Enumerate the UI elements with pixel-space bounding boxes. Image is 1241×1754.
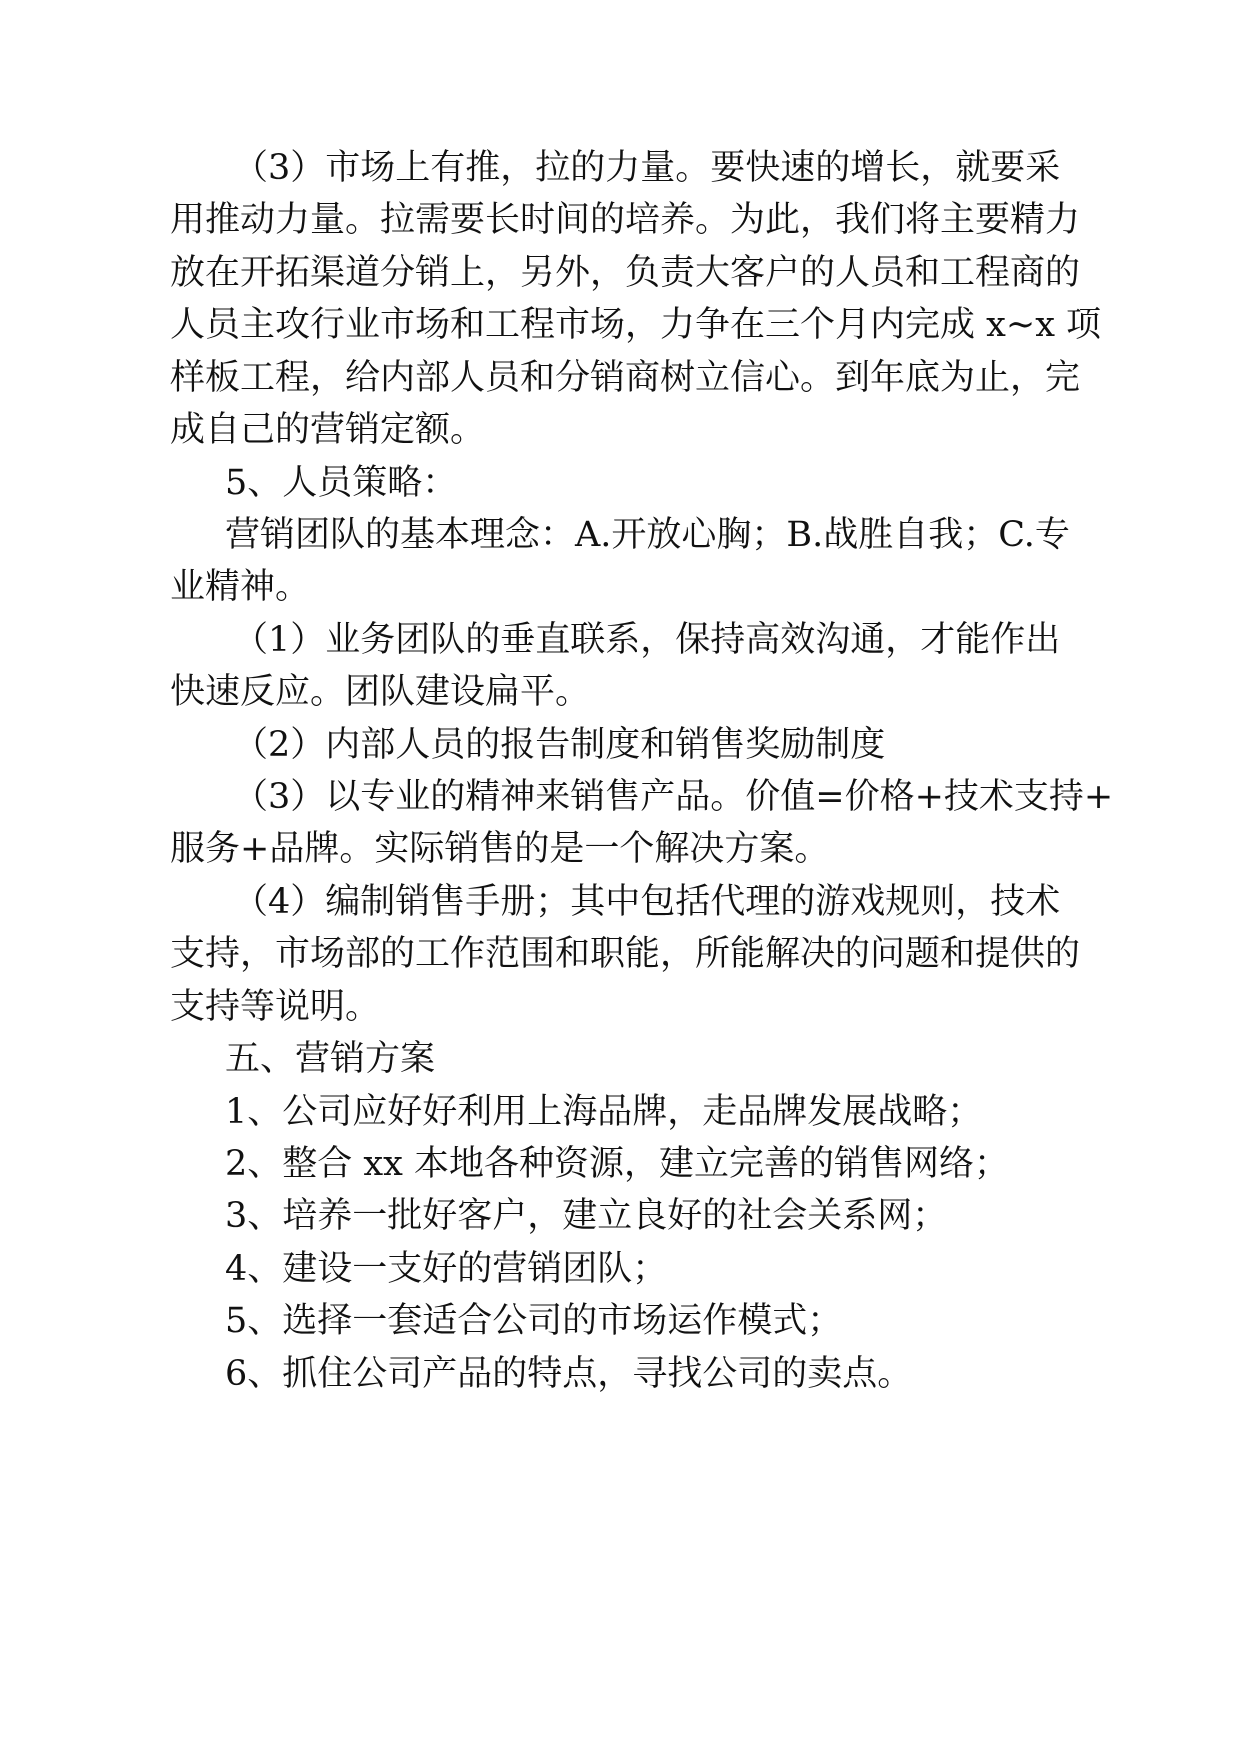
section-heading-marketing-plan: 五、营销方案 <box>225 1039 436 1079</box>
paragraph-1-line-6: 成自己的营销定额。 <box>170 410 486 450</box>
list-item-4-line-1: （4）编制销售手册；其中包括代理的游戏规则，技术 <box>233 882 1061 922</box>
list-item-2: （2）内部人员的报告制度和销售奖励制度 <box>233 725 886 765</box>
plan-item-6: 6、抓住公司产品的特点，寻找公司的卖点。 <box>225 1354 913 1394</box>
list-item-4-line-2: 支持，市场部的工作范围和职能，所能解决的问题和提供的 <box>170 934 1081 974</box>
list-item-3-line-1: （3）以专业的精神来销售产品。价值=价格+技术支持+ <box>233 777 1114 817</box>
section-heading-personnel-strategy: 5、人员策略： <box>225 463 458 503</box>
list-item-1-line-1: （1）业务团队的垂直联系，保持高效沟通，才能作出 <box>233 620 1061 660</box>
paragraph-1-line-4: 人员主攻行业市场和工程市场，力争在三个月内完成 x~x 项 <box>170 305 1102 345</box>
plan-item-5: 5、选择一套适合公司的市场运作模式； <box>225 1301 843 1341</box>
plan-item-1: 1、公司应好好利用上海品牌，走品牌发展战略； <box>225 1092 983 1132</box>
paragraph-2-line-1: 营销团队的基本理念：A.开放心胸；B.战胜自我；C.专 <box>225 515 1070 555</box>
list-item-4-line-3: 支持等说明。 <box>170 987 381 1027</box>
paragraph-2-line-2: 业精神。 <box>170 567 311 607</box>
paragraph-1-line-5: 样板工程，给内部人员和分销商树立信心。到年底为止，完 <box>170 358 1081 398</box>
plan-item-4: 4、建设一支好的营销团队； <box>225 1249 668 1289</box>
paragraph-1-line-2: 用推动力量。拉需要长时间的培养。为此，我们将主要精力 <box>170 200 1081 240</box>
list-item-1-line-2: 快速反应。团队建设扁平。 <box>170 672 591 712</box>
plan-item-3: 3、培养一批好客户，建立良好的社会关系网； <box>225 1196 948 1236</box>
list-item-3-line-2: 服务+品牌。实际销售的是一个解决方案。 <box>170 829 830 869</box>
paragraph-1-line-3: 放在开拓渠道分销上，另外，负责大客户的人员和工程商的 <box>170 253 1081 293</box>
plan-item-2: 2、整合 xx 本地各种资源，建立完善的销售网络； <box>225 1144 1009 1184</box>
paragraph-1-line-1: （3）市场上有推，拉的力量。要快速的增长，就要采 <box>233 148 1061 188</box>
